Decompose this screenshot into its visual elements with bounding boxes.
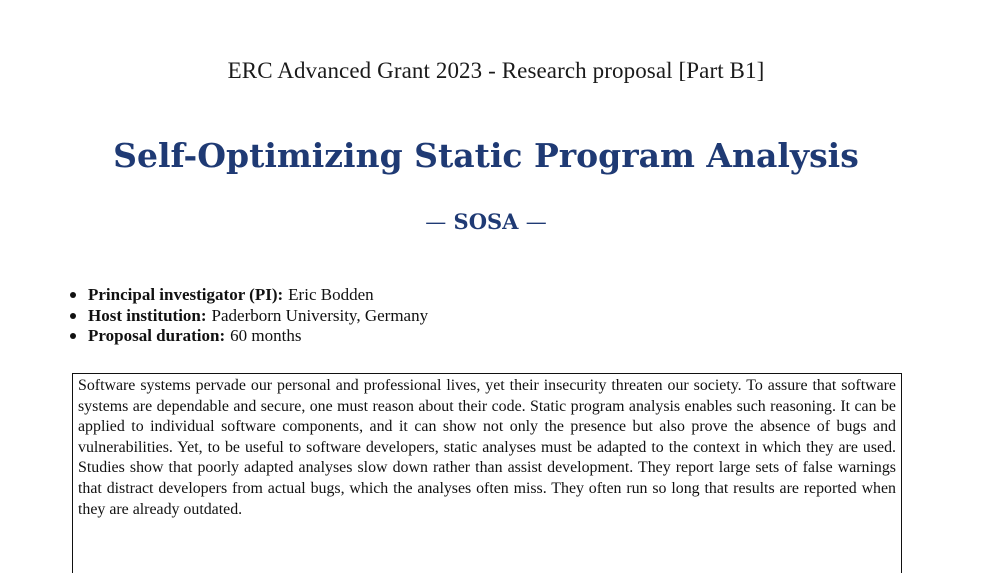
info-value: 60 months <box>230 326 302 345</box>
grant-header: ERC Advanced Grant 2023 - Research proposal [Part B1] <box>227 58 765 83</box>
acronym-dash-left: — <box>425 210 447 234</box>
info-item-host <box>70 306 428 327</box>
info-item-pi <box>70 285 428 306</box>
info-item-duration <box>70 326 428 347</box>
info-value: Paderborn University, Germany <box>211 305 429 325</box>
info-label: Host institution: <box>88 305 207 325</box>
bullet-icon <box>70 333 76 339</box>
proposal-title: Self-Optimizing Static Program Analysis <box>113 136 859 175</box>
acronym-text: SOSA <box>453 209 519 234</box>
info-value: Eric Bodden <box>288 285 374 304</box>
abstract-box: Software systems pervade our personal and professional lives, yet their insecurity threaten our society. To assure that software systems are dependable and secure, one must reason about their code. Static program analysis enables such reasoning. It can be applied to individual software components, and it can show not only the presence but also prove the absence of bugs and vulnerabilities. Yet, to be useful to software developers, static analyses must be adapted to the context in which they are used. Studies show that poorly adapted analyses slow down rather than assist development. They report large sets of false warnings that distract developers from actual bugs, which the analyses often miss. They often run so long that results are reported when they are already outdated. <box>72 373 902 573</box>
info-label: Proposal duration: <box>88 326 226 345</box>
bullet-icon <box>70 292 76 298</box>
proposal-acronym <box>0 209 972 234</box>
proposal-info-list <box>70 285 428 347</box>
info-label: Principal investigator (PI): <box>88 285 284 304</box>
acronym-dash-right: — <box>525 210 547 234</box>
bullet-icon <box>70 313 76 319</box>
